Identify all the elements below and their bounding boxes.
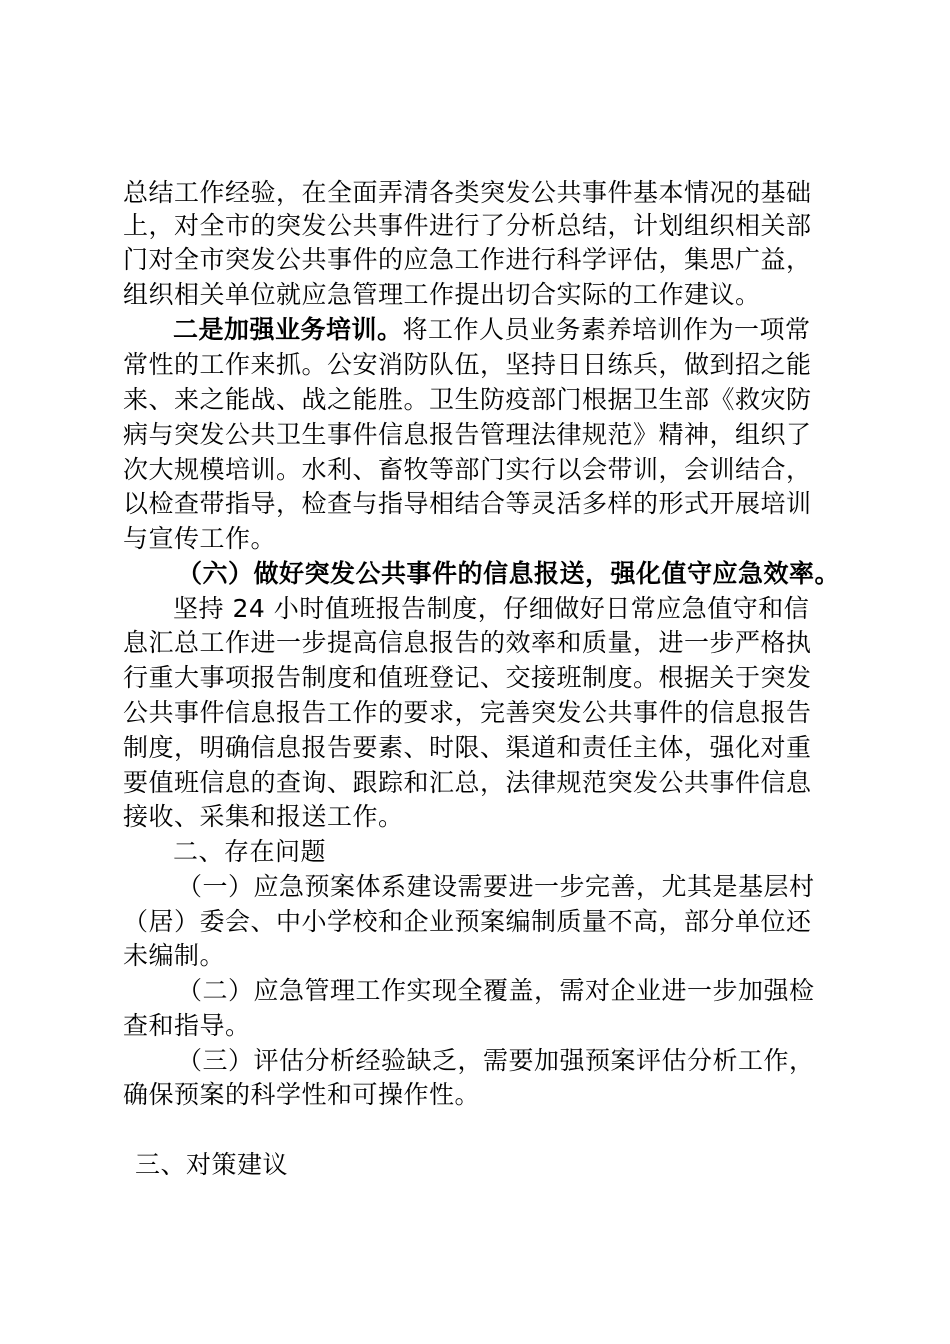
body-line: 总结工作经验，在全面弄清各类突发公共事件基本情况的基础 — [123, 178, 812, 207]
body-line: 行重大事项报告制度和值班登记、交接班制度。根据关于突发 — [123, 663, 812, 692]
body-line: 常性的工作来抓。公安消防队伍，坚持日日练兵，做到招之能 — [123, 350, 812, 379]
body-line: 公共事件信息报告工作的要求，完善突发公共事件的信息报告 — [123, 698, 812, 727]
body-line: 上，对全市的突发公共事件进行了分析总结，计划组织相关部 — [123, 211, 812, 240]
subheading-bold: 二是加强业务培训。 — [173, 315, 403, 344]
section-heading: 二、存在问题 — [173, 837, 327, 866]
section-heading: 三、对策建议 — [135, 1150, 289, 1179]
body-line: 病与突发公共卫生事件信息报告管理法律规范》精神，组织了 — [123, 420, 812, 449]
list-item: （一）应急预案体系建设需要进一步完善，尤其是基层村 — [177, 872, 815, 901]
body-line: 组织相关单位就应急管理工作提出切合实际的工作建议。 — [123, 280, 761, 309]
body-text: 将工作人员业务素养培训作为一项常 — [402, 315, 811, 344]
body-line: 以检查带指导，检查与指导相结合等灵活多样的形式开展培训 — [123, 489, 812, 518]
body-line: 确保预案的科学性和可操作性。 — [123, 1080, 481, 1109]
body-line: 要值班信息的查询、跟踪和汇总，法律规范突发公共事件信息 — [123, 768, 812, 797]
body-line: 接收、采集和报送工作。 — [123, 802, 404, 831]
list-item: （二）应急管理工作实现全覆盖，需对企业进一步加强检 — [177, 976, 815, 1005]
list-item: （三）评估分析经验缺乏，需要加强预案评估分析工作， — [177, 1046, 815, 1075]
body-line: 次大规模培训。水利、畜牧等部门实行以会带训，会训结合， — [123, 455, 812, 484]
body-line: 坚持 24 小时值班报告制度，仔细做好日常应急值守和信 — [173, 594, 810, 623]
body-line: 门对全市突发公共事件的应急工作进行科学评估，集思广益， — [123, 245, 812, 274]
body-line: 查和指导。 — [123, 1011, 251, 1040]
body-line: 息汇总工作进一步提高信息报告的效率和质量，进一步严格执 — [123, 628, 812, 657]
body-line: 制度，明确信息报告要素、时限、渠道和责任主体，强化对重 — [123, 733, 812, 762]
paragraph-line — [173, 313, 811, 346]
body-line: 未编制。 — [123, 941, 226, 970]
body-line: 与宣传工作。 — [123, 524, 277, 553]
section-heading: （六）做好突发公共事件的信息报送，强化值守应急效率。 — [177, 559, 841, 588]
body-line: 来、来之能战、战之能胜。卫生防疫部门根据卫生部《救灾防 — [123, 385, 812, 414]
body-line: （居）委会、中小学校和企业预案编制质量不高，部分单位还 — [123, 907, 812, 936]
